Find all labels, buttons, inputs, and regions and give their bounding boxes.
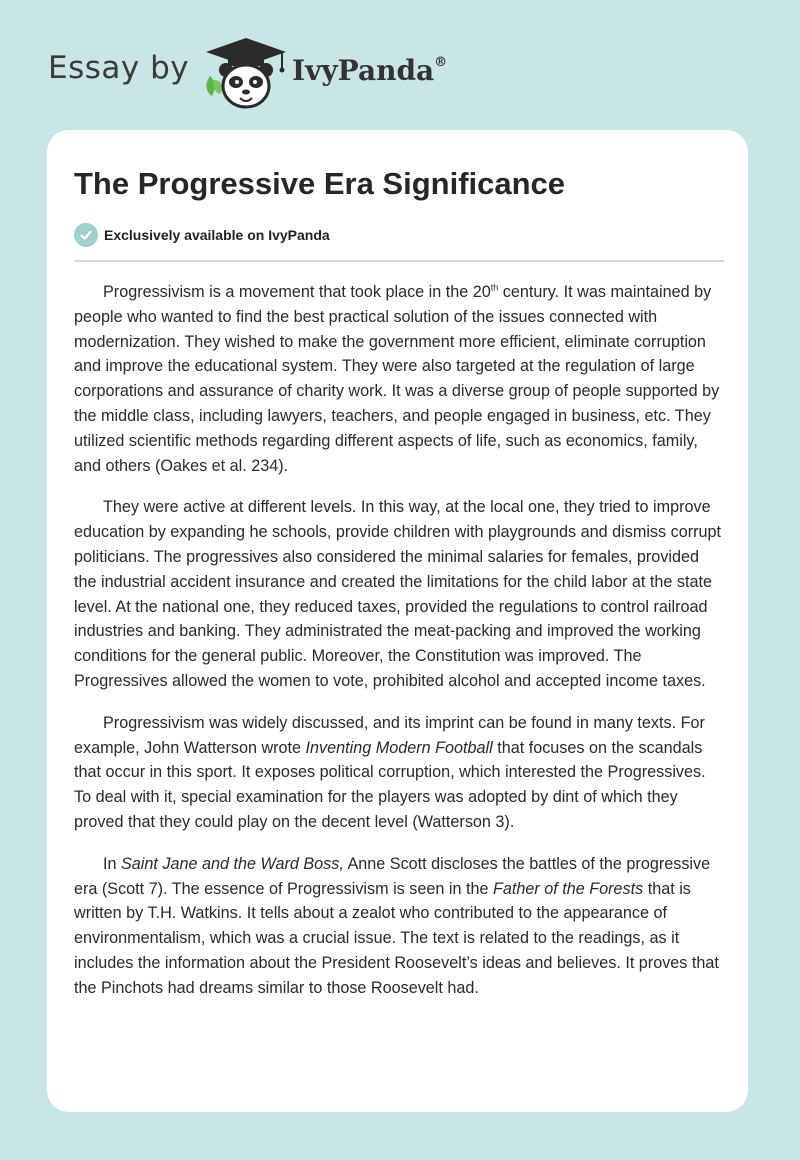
paragraph-3 (74, 711, 724, 835)
check-circle-icon (74, 223, 98, 247)
paragraph-1-part-b: century. It was maintained by people who wanted to find the best practical solution of the issues connected with modernization. They wished to make the government more efficient, eliminate corruption and improve the educational system. They were also targeted at the regulation of large corporations and assurance of charity work. It was a diverse group of people supported by the middle class, including lawyers, teachers, and people engaged in business, etc. They utilized scientific methods regarding different aspects of life, such as economics, family, and others (Oakes et al. 234). (74, 283, 720, 475)
paragraph-4 (74, 852, 724, 1001)
paragraph-3-part-a: Progressivism was widely discussed, and its imprint can be found in many texts. For example, John Watterson wrote (74, 713, 705, 757)
book-title-father-of-the-forests: Father of the Forests (492, 879, 644, 898)
divider (74, 260, 724, 262)
page-title: The Progressive Era Significance (74, 166, 566, 201)
exclusive-badge (74, 223, 330, 247)
panda-graduate-icon[interactable] (200, 36, 292, 112)
paragraph-1 (74, 280, 724, 478)
brand-name: IvyPanda (292, 54, 435, 87)
essay-body (74, 280, 724, 1018)
essay-by-label: Essay by (48, 50, 190, 86)
paragraph-4-part-a: In (103, 854, 121, 873)
registered-mark: ® (434, 54, 448, 70)
book-title-inventing-modern-football: Inventing Modern Football (305, 738, 493, 757)
paragraph-2: They were active at different levels. In this way, at the local one, they tried to improve education by expanding he schools, provide children with playgrounds and dismiss corrupt politicians. The progressives also considered the minimal salaries for females, provided the industrial accident insurance and created the limitations for the child labor at the state level. At the national one, they reduced taxes, provided the regulations to control railroad industries and banking. They administrated the meat-packing and improved the working conditions for the general public. Moreover, the Constitution was improved. The Progressives allowed the women to vote, prohibited alcohol and accepted income taxes. (74, 498, 721, 690)
exclusive-badge-label: Exclusively available on IvyPanda (104, 227, 330, 243)
brand-logo-text[interactable] (292, 54, 447, 87)
paragraph-3-part-b: that focuses on the scandals that occur in this sport. It exposes political corruption, which interested the Progressives. To deal with it, special examination for the players was adopted by dint of which they proved that they could play on the decent level (Watterson 3). (74, 738, 706, 831)
site-header (0, 0, 800, 130)
paragraph-4-part-b: Anne Scott discloses the battles of the progressive era (Scott 7). The essence of Progressivism is seen in the (74, 854, 711, 898)
paragraph-1-part-a: Progressivism is a movement that took place in the 20 (103, 283, 491, 301)
paragraph-4-part-c: that is written by T.H. Watkins. It tells about a zealot who contributed to the appearance of environmentalism, which was a crucial issue. The text is related to the readings, as it includes the information about the President Roosevelt’s ideas and believes. It proves that the Pinchots had dreams similar to those Roosevelt had. (74, 879, 719, 997)
essay-card (47, 130, 748, 1112)
book-title-saint-jane: Saint Jane and the Ward Boss, (121, 854, 344, 873)
paragraph-1-sup: th (490, 282, 499, 293)
